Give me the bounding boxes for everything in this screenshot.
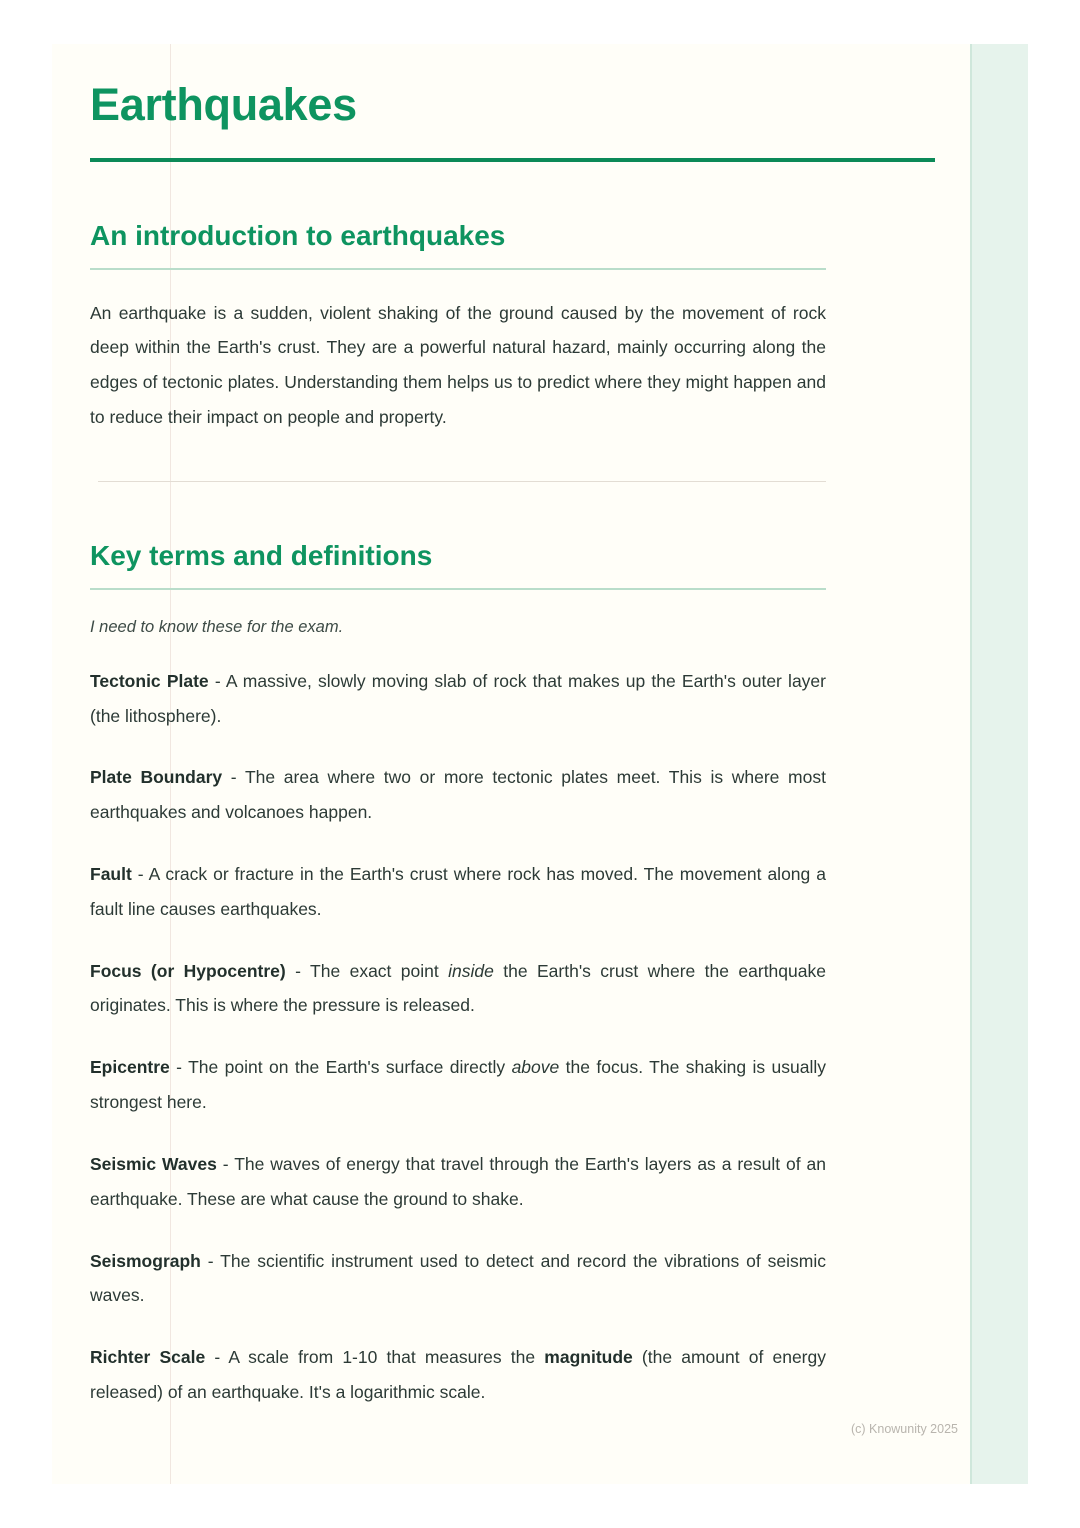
section-underline-intro	[90, 268, 826, 270]
term-definition-before: The scientific instrument used to detect and record the vibrations of seismic waves.	[90, 1250, 826, 1306]
term-definition-after: the Earth's crust where the earthquake originates. This is where the pressure is released.	[90, 960, 826, 1016]
term-name: Seismic Waves	[90, 1153, 217, 1174]
term-definition-before: The point on the Earth's surface directly	[188, 1057, 512, 1078]
section-divider	[98, 481, 826, 482]
term-definition-before: A massive, slowly moving slab of rock that makes up the Earth's outer layer (the lithosphere).	[90, 670, 826, 726]
term-name: Focus (or Hypocentre)	[90, 960, 286, 981]
term-dash: -	[285, 960, 311, 981]
term-entry	[90, 1340, 826, 1410]
term-definition-before: The waves of energy that travel through the Earth's layers as a result of an earthquake. These are what cause the ground to shake.	[90, 1153, 826, 1209]
intro-paragraph: An earthquake is a sudden, violent shaking of the ground caused by the movement of rock deep within the Earth's crust. They are a powerful natural hazard, mainly occurring along the edges of tectonic plates. Understanding them helps us to predict where they might happen and to reduce their impact on people and property.	[90, 302, 826, 427]
term-dash: -	[208, 670, 226, 691]
paper-sheet	[52, 44, 1028, 1484]
term-name: Richter Scale	[90, 1347, 206, 1368]
section-heading-key-terms: Key terms and definitions	[90, 539, 433, 571]
title-underline	[90, 158, 935, 162]
term-dash: -	[222, 767, 245, 788]
document-content	[90, 80, 935, 1410]
section-heading-intro: An introduction to earthquakes	[90, 219, 506, 251]
term-name: Epicentre	[90, 1057, 170, 1078]
term-name: Tectonic Plate	[90, 670, 209, 691]
term-entry	[90, 857, 826, 927]
term-entry	[90, 664, 826, 734]
term-name: Seismograph	[90, 1250, 201, 1271]
term-entry	[90, 954, 826, 1024]
exam-note: I need to know these for the exam.	[90, 617, 344, 636]
term-definition-before: A scale from 1-10 that measures the	[228, 1347, 545, 1368]
term-entry	[90, 1147, 826, 1217]
term-dash: -	[131, 864, 149, 884]
side-color-band	[970, 44, 1028, 1484]
term-dash: -	[169, 1057, 189, 1078]
term-dash: -	[200, 1250, 221, 1271]
term-entry	[90, 760, 826, 830]
term-definition-before: The exact point	[310, 960, 449, 981]
term-emphasis: inside	[448, 960, 494, 981]
term-name: Fault	[90, 864, 132, 884]
term-definition-before: A crack or fracture in the Earth's crust where rock has moved. The movement along a fault line causes earthquakes.	[90, 864, 826, 919]
term-definition-before: The area where two or more tectonic plates meet. This is where most earthquakes and volcanoes happen.	[90, 767, 826, 823]
term-emphasis: magnitude	[544, 1347, 633, 1368]
term-emphasis: above	[511, 1057, 560, 1078]
term-dash: -	[216, 1153, 235, 1174]
term-definition-after: (the amount of energy released) of an earthquake. It's a logarithmic scale.	[90, 1347, 826, 1402]
page-title: Earthquakes	[90, 79, 357, 130]
term-definition-after: the focus. The shaking is usually strongest here.	[90, 1057, 826, 1113]
copyright-footer: (c) Knowunity 2025	[850, 1422, 958, 1436]
section-underline-key-terms	[90, 588, 826, 590]
term-dash: -	[205, 1347, 229, 1368]
term-entry	[90, 1244, 826, 1314]
term-entry	[90, 1050, 826, 1120]
term-name: Plate Boundary	[90, 767, 223, 788]
